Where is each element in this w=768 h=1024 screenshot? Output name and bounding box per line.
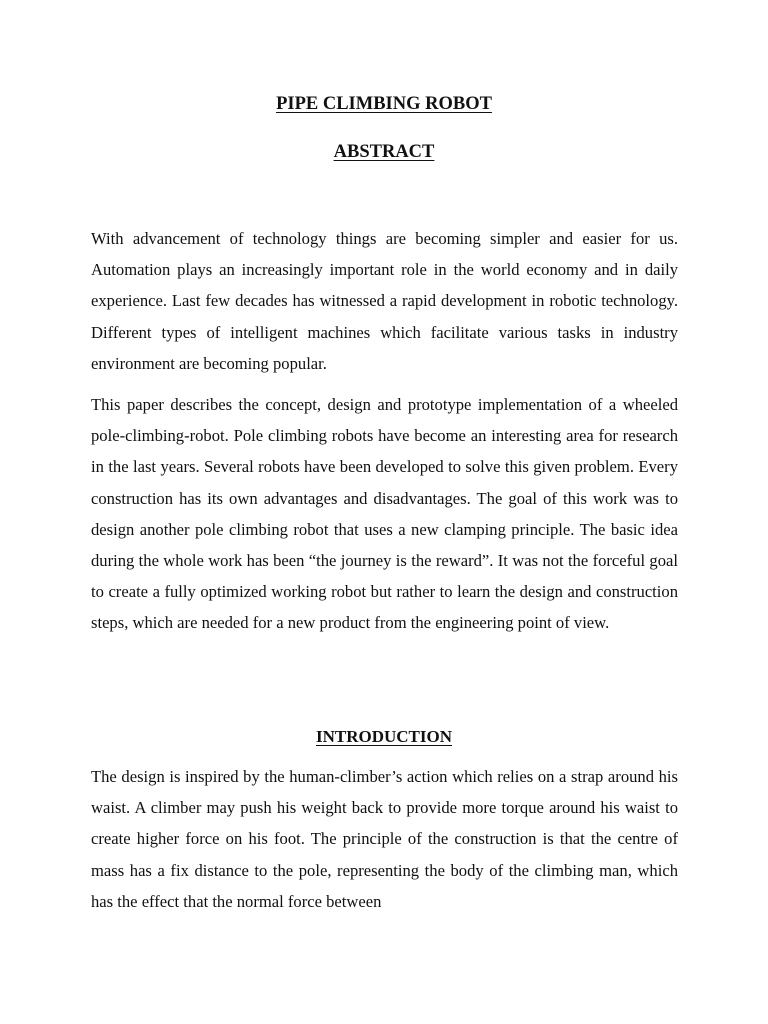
abstract-paragraph-1: With advancement of technology things are becoming simpler and easier for us. Automation plays an increasingly important role in the world economy and in daily experience. Last few decades has witnessed a rapid development in robotic technology. Different types of intelligent machines which facilitate various tasks in industry environment are becoming popular. — [91, 229, 678, 373]
abstract-heading: ABSTRACT — [333, 142, 435, 162]
introduction-paragraph: The design is inspired by the human-climber’s action which relies on a strap around his waist. A climber may push his weight back to provide more torque around his waist to create higher force on his foot. The principle of the construction is that the centre of mass has a fix distance to the pole, representing the body of the climbing man, which has the effect that the normal force between — [91, 767, 678, 911]
introduction-heading: INTRODUCTION — [315, 727, 453, 746]
abstract-paragraph-2: This paper describes the concept, design and prototype implementation of a wheeled pole-climbing-robot. Pole climbing robots have become an interesting area for research in the last years. Several robots have been developed to solve this given problem. Every construction has its own advantages and disadvantages. The goal of this work was to design another pole climbing robot that uses a new clamping principle. The basic idea during the whole work has been “the journey is the reward”. It was not the forceful goal to create a fully optimized working robot but rather to learn the design and construction steps, which are needed for a new product from the engineering point of view. — [91, 395, 678, 633]
document-title: PIPE CLIMBING ROBOT — [276, 94, 492, 114]
